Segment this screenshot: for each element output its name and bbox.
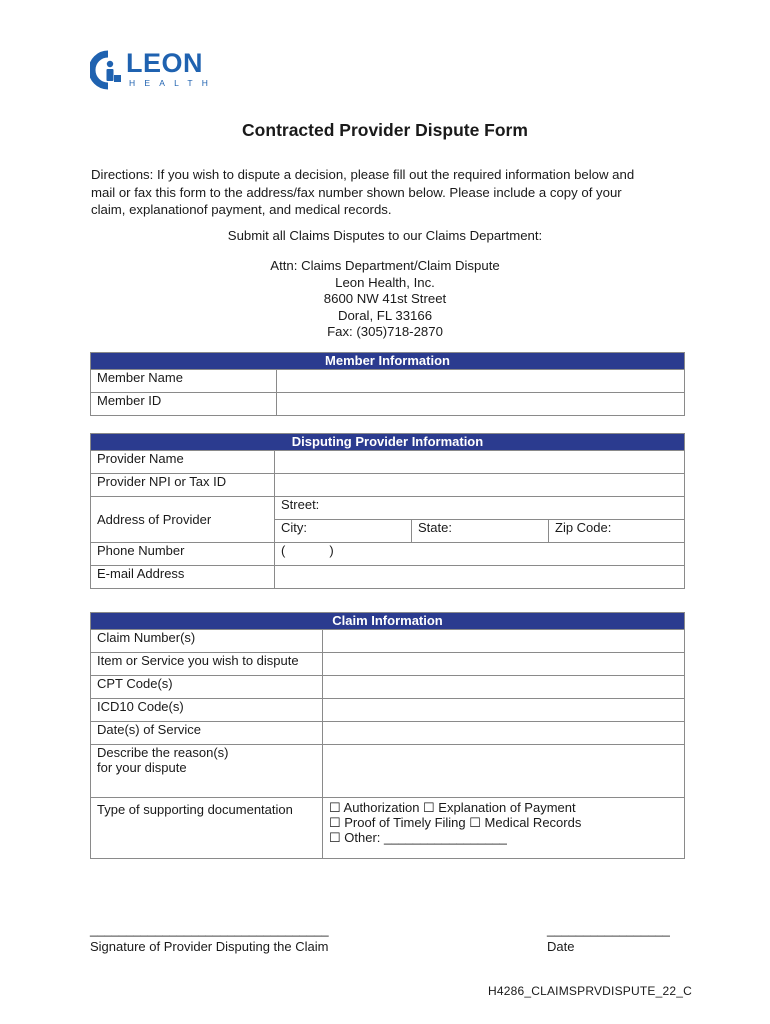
directions-line: mail or fax this form to the address/fax number shown below. Please include a copy of your xyxy=(91,184,622,200)
page-title: Contracted Provider Dispute Form xyxy=(242,120,528,140)
address-fax: Fax: (305)718-2870 xyxy=(327,324,443,339)
documentation-type-label: Type of supporting documentation xyxy=(91,798,323,859)
dispute-reason-label xyxy=(91,745,323,798)
member-section-header: Member Information xyxy=(91,353,685,370)
item-service-label: Item or Service you wish to dispute xyxy=(91,653,323,676)
signature-line[interactable]: _________________________________ xyxy=(90,922,329,937)
zip-label: Zip Code: xyxy=(555,520,612,535)
cpt-codes-field[interactable] xyxy=(323,676,685,699)
member-id-field[interactable] xyxy=(277,393,685,416)
claim-section-header: Claim Information xyxy=(91,613,685,630)
email-label: E-mail Address xyxy=(91,566,275,589)
state-field[interactable] xyxy=(412,520,549,543)
claim-numbers-field[interactable] xyxy=(323,630,685,653)
claim-information-table xyxy=(90,612,685,859)
phone-close-paren: ) xyxy=(329,543,334,558)
cpt-codes-label: CPT Code(s) xyxy=(91,676,323,699)
date-line[interactable]: _________________ xyxy=(547,922,670,937)
signature-block xyxy=(90,921,329,955)
mailing-address xyxy=(0,258,770,341)
dates-of-service-label: Date(s) of Service xyxy=(91,722,323,745)
phone-open-paren: ( xyxy=(281,543,286,558)
city-field[interactable] xyxy=(275,520,412,543)
directions-line: claim, explanationof payment, and medical records. xyxy=(91,202,392,217)
date-label: Date xyxy=(547,939,575,954)
item-service-field[interactable] xyxy=(323,653,685,676)
provider-section-header: Disputing Provider Information xyxy=(91,434,685,451)
member-information-table xyxy=(90,352,685,416)
logo-subtitle: HEALTH xyxy=(129,78,218,88)
state-label: State: xyxy=(418,520,452,535)
address-attn: Attn: Claims Department/Claim Dispute xyxy=(270,258,500,273)
provider-npi-field[interactable] xyxy=(275,474,685,497)
street-field[interactable] xyxy=(275,497,685,520)
member-id-label: Member ID xyxy=(91,393,277,416)
street-label: Street: xyxy=(281,497,320,512)
documentation-options-line[interactable]: ☐ Authorization ☐ Explanation of Payment xyxy=(329,800,576,815)
form-code-footer: H4286_CLAIMSPRVDISPUTE_22_C xyxy=(488,984,692,998)
directions-line: Directions: If you wish to dispute a decision, please fill out the required information below and xyxy=(91,167,635,182)
provider-address-label: Address of Provider xyxy=(91,497,275,543)
documentation-options-line[interactable]: ☐ Other: _________________ xyxy=(329,830,507,845)
address-street: 8600 NW 41st Street xyxy=(323,291,447,306)
phone-field[interactable] xyxy=(275,543,685,566)
icd10-codes-field[interactable] xyxy=(323,699,685,722)
phone-label: Phone Number xyxy=(91,543,275,566)
documentation-options-line[interactable]: ☐ Proof of Timely Filing ☐ Medical Records xyxy=(329,815,582,830)
documentation-type-options xyxy=(323,798,685,859)
signature-label: Signature of Provider Disputing the Claim xyxy=(90,939,329,954)
provider-information-table xyxy=(90,433,685,589)
dispute-reason-label-line: Describe the reason(s) xyxy=(97,745,229,760)
address-city: Doral, FL 33166 xyxy=(337,307,433,323)
claim-numbers-label: Claim Number(s) xyxy=(91,630,323,653)
address-company: Leon Health, Inc. xyxy=(335,274,435,290)
member-name-field[interactable] xyxy=(277,370,685,393)
leon-health-logo xyxy=(90,48,225,92)
directions-text xyxy=(91,166,681,219)
icd10-codes-label: ICD10 Code(s) xyxy=(91,699,323,722)
member-name-label: Member Name xyxy=(91,370,277,393)
email-field[interactable] xyxy=(275,566,685,589)
date-block xyxy=(547,921,670,955)
logo-mark-icon xyxy=(90,50,124,90)
dispute-reason-field[interactable] xyxy=(323,745,685,798)
submit-instructions: Submit all Claims Disputes to our Claims Department: xyxy=(227,228,543,243)
provider-name-field[interactable] xyxy=(275,451,685,474)
zip-field[interactable] xyxy=(549,520,685,543)
dates-of-service-field[interactable] xyxy=(323,722,685,745)
dispute-reason-label-line: for your dispute xyxy=(97,760,187,775)
logo-wordmark: LEON xyxy=(126,48,204,78)
city-label: City: xyxy=(281,520,307,535)
provider-name-label: Provider Name xyxy=(91,451,275,474)
provider-npi-label: Provider NPI or Tax ID xyxy=(91,474,275,497)
